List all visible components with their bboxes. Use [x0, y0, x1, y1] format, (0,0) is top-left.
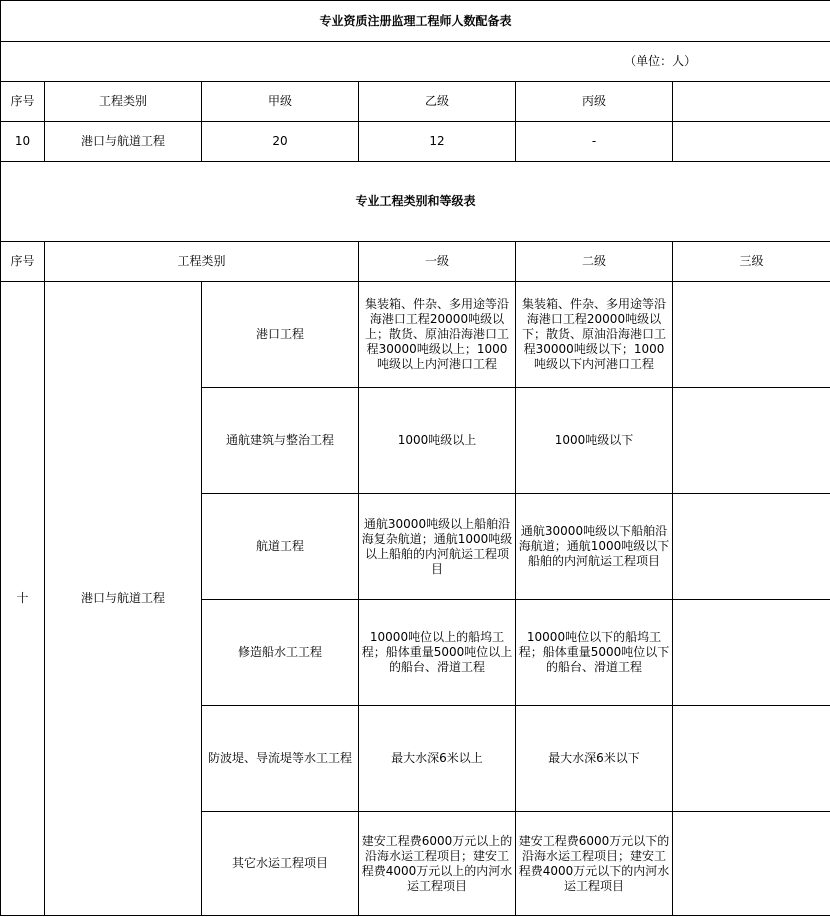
level3-cell	[673, 282, 830, 388]
level1-cell: 1000吨级以上	[359, 388, 516, 494]
table1-title: 专业资质注册监理工程师人数配备表	[1, 1, 830, 42]
sub-category: 航道工程	[202, 494, 359, 600]
header-category: 工程类别	[45, 82, 202, 122]
row-empty	[673, 122, 830, 162]
group-name: 港口与航道工程	[45, 282, 202, 916]
t2-header-level3: 三级	[673, 242, 830, 282]
header-grade-b: 乙级	[359, 82, 516, 122]
unit-label: （单位：人）	[1, 42, 830, 82]
level1-cell: 最大水深6米以上	[359, 706, 516, 812]
t2-header-level1: 一级	[359, 242, 516, 282]
level2-cell: 通航30000吨级以下船舶沿海航道；通航1000吨级以下船舶的内河航运工程项目	[516, 494, 673, 600]
sub-category: 修造船水工工程	[202, 600, 359, 706]
sub-category: 防波堤、导流堤等水工工程	[202, 706, 359, 812]
level1-cell: 通航30000吨级以上船舶沿海复杂航道；通航1000吨级以上船舶的内河航运工程项目	[359, 494, 516, 600]
row-category: 港口与航道工程	[45, 122, 202, 162]
row-no: 10	[1, 122, 45, 162]
level3-cell	[673, 812, 830, 916]
header-no: 序号	[1, 82, 45, 122]
t2-header-category: 工程类别	[45, 242, 359, 282]
t2-header-level2: 二级	[516, 242, 673, 282]
level1-cell: 10000吨位以上的船坞工程；船体重量5000吨位以上的船台、滑道工程	[359, 600, 516, 706]
level2-cell: 建安工程费6000万元以下的沿海水运工程项目；建安工程费4000万元以下的内河水运工程项目	[516, 812, 673, 916]
table2-header-row	[1, 242, 830, 282]
row-grade-b: 12	[359, 122, 516, 162]
table1-header-row	[1, 82, 830, 122]
level2-cell: 1000吨级以下	[516, 388, 673, 494]
level3-cell	[673, 706, 830, 812]
header-grade-a: 甲级	[202, 82, 359, 122]
level1-cell: 建安工程费6000万元以上的沿海水运工程项目；建安工程费4000万元以上的内河水运工程项目	[359, 812, 516, 916]
level2-cell: 10000吨位以下的船坞工程；船体重量5000吨位以下的船台、滑道工程	[516, 600, 673, 706]
level2-cell: 最大水深6米以下	[516, 706, 673, 812]
row-grade-a: 20	[202, 122, 359, 162]
level3-cell	[673, 494, 830, 600]
table-row	[1, 282, 830, 388]
level1-cell: 集装箱、件杂、多用途等沿海港口工程20000吨级以上；散货、原油沿海港口工程30000吨级以上；1000吨级以上内河港口工程	[359, 282, 516, 388]
level3-cell	[673, 388, 830, 494]
group-no: 十	[1, 282, 45, 916]
sub-category: 港口工程	[202, 282, 359, 388]
sub-category: 其它水运工程项目	[202, 812, 359, 916]
sub-category: 通航建筑与整治工程	[202, 388, 359, 494]
header-empty	[673, 82, 830, 122]
t2-header-no: 序号	[1, 242, 45, 282]
table-row	[1, 122, 830, 162]
level2-cell: 集装箱、件杂、多用途等沿海港口工程20000吨级以下；散货、原油沿海港口工程30000吨级以下；1000吨级以下内河港口工程	[516, 282, 673, 388]
row-grade-c: -	[516, 122, 673, 162]
level3-cell	[673, 600, 830, 706]
table2-title: 专业工程类别和等级表	[1, 162, 830, 242]
header-grade-c: 丙级	[516, 82, 673, 122]
